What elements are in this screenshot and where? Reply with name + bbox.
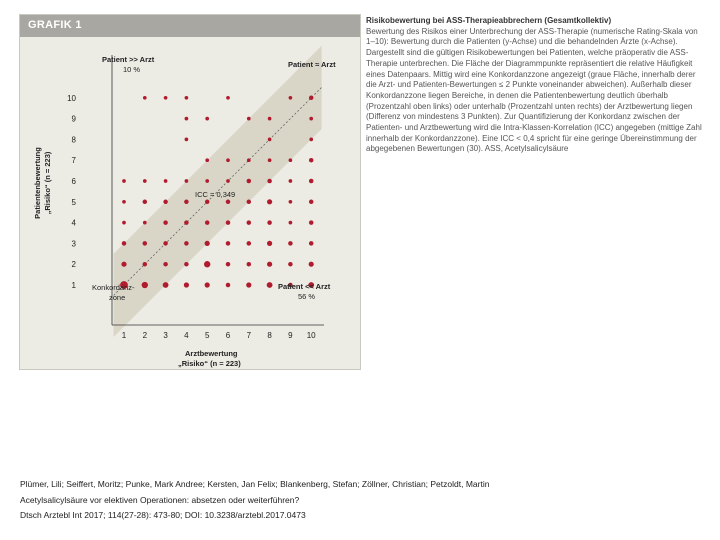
data-point-x7-y7 <box>247 158 251 162</box>
y-tick-label-3: 3 <box>71 239 76 249</box>
concordance-zone-label-line1: Konkordanz- <box>92 283 135 292</box>
data-point-x5-y3 <box>205 241 210 246</box>
figure-panel <box>19 14 361 370</box>
y-tick-label-10: 10 <box>67 93 76 103</box>
data-point-x9-y6 <box>289 179 293 183</box>
data-point-x1-y4 <box>122 221 126 225</box>
data-point-x4-y1 <box>184 282 189 287</box>
data-point-x1-y3 <box>122 241 127 246</box>
data-point-x6-y6 <box>226 179 230 183</box>
data-point-x5-y2 <box>204 261 210 267</box>
icc-label: ICC = 0,349 <box>195 190 236 199</box>
data-point-x8-y4 <box>267 220 272 225</box>
data-point-x3-y3 <box>163 241 168 246</box>
x-axis-label-line1: Arztbewertung <box>185 349 238 358</box>
data-point-x5-y4 <box>205 220 210 225</box>
data-point-x7-y3 <box>247 241 252 246</box>
data-point-x2-y5 <box>143 200 148 205</box>
data-point-x10-y7 <box>309 158 314 163</box>
x-tick-label-4: 4 <box>184 331 189 340</box>
data-point-x2-y4 <box>143 221 147 225</box>
data-point-x9-y7 <box>289 158 293 162</box>
x-tick-label-2: 2 <box>142 331 148 340</box>
data-point-x4-y8 <box>185 138 189 142</box>
annotation-patient-ll-arzt: Patient << Arzt <box>278 282 331 291</box>
data-point-x9-y5 <box>289 200 293 204</box>
data-point-x4-y4 <box>184 220 189 225</box>
data-point-x6-y4 <box>226 220 231 225</box>
y-tick-label-8: 8 <box>71 135 76 145</box>
data-point-x4-y9 <box>185 117 189 121</box>
data-point-x3-y6 <box>164 179 168 183</box>
data-point-x7-y1 <box>246 282 251 287</box>
data-point-x3-y10 <box>164 96 168 100</box>
annotation-patient-ll-arzt-value: 56 % <box>298 292 316 301</box>
x-tick-label-10: 10 <box>306 331 316 340</box>
x-tick-label-6: 6 <box>225 331 231 340</box>
data-point-x3-y5 <box>163 200 168 205</box>
data-point-x9-y2 <box>288 262 293 267</box>
data-point-x6-y10 <box>226 96 230 100</box>
y-axis-label-line2: „Risiko“ (n = 223) <box>43 151 52 215</box>
scatter-chart <box>20 37 360 369</box>
figure-caption <box>366 16 702 155</box>
plot-area <box>20 37 360 369</box>
data-point-x6-y3 <box>226 241 231 246</box>
x-tick-label-3: 3 <box>163 331 168 340</box>
annotation-patient-approx-arzt: Patient ≈ Arzt <box>288 60 336 69</box>
y-tick-label-2: 2 <box>71 260 76 270</box>
y-tick-label-6: 6 <box>71 177 76 186</box>
data-point-x8-y1 <box>267 282 273 288</box>
data-point-x10-y10 <box>309 96 314 101</box>
data-point-x10-y5 <box>309 200 314 205</box>
citation <box>20 477 489 524</box>
figure-header <box>20 15 360 37</box>
citation-authors: Plümer, Lili; Seiffert, Moritz; Punke, Mark Andree; Kersten, Jan Felix; Blankenberg, Stefan; Zöllner, Christian; Petzoldt, Martin <box>20 479 490 489</box>
x-tick-label-9: 9 <box>288 331 293 340</box>
data-point-x10-y8 <box>309 138 313 142</box>
data-point-x6-y7 <box>226 158 230 162</box>
x-tick-label-7: 7 <box>246 331 252 340</box>
data-point-x8-y9 <box>268 117 272 121</box>
annotation-patient-gg-arzt-value: 10 % <box>123 65 141 74</box>
caption-title: Risikobewertung bei ASS-Therapieabbrechern (Gesamtkollektiv) <box>366 16 612 25</box>
data-point-x7-y6 <box>247 179 252 184</box>
data-point-x5-y9 <box>205 117 209 121</box>
data-point-x7-y5 <box>247 200 252 205</box>
data-point-x4-y6 <box>185 179 189 183</box>
data-point-x8-y7 <box>268 158 272 162</box>
data-point-x2-y6 <box>143 179 147 183</box>
data-point-x6-y1 <box>226 283 231 288</box>
data-point-x6-y2 <box>226 262 231 267</box>
data-point-x6-y5 <box>226 200 231 205</box>
citation-journal: Dtsch Arztebl Int 2017; 114(27-28): 473-80; DOI: 10.3238/arztebl.2017.0473 <box>20 510 306 520</box>
annotation-patient-gg-arzt: Patient >> Arzt <box>102 55 155 64</box>
data-point-x3-y4 <box>163 220 168 225</box>
data-point-x4-y5 <box>184 200 189 205</box>
data-point-x4-y2 <box>184 262 189 267</box>
x-tick-label-5: 5 <box>204 331 210 340</box>
data-point-x1-y5 <box>122 200 126 204</box>
data-point-x10-y3 <box>309 241 314 246</box>
figure-label: GRAFIK 1 <box>28 19 82 31</box>
data-point-x1-y2 <box>121 262 126 267</box>
data-point-x5-y6 <box>205 179 209 183</box>
data-point-x8-y8 <box>268 138 272 142</box>
data-point-x5-y1 <box>205 282 210 287</box>
data-point-x7-y9 <box>247 117 251 121</box>
data-point-x10-y2 <box>309 262 314 267</box>
data-point-x3-y1 <box>163 282 169 288</box>
data-point-x9-y10 <box>289 96 293 100</box>
y-tick-label-5: 5 <box>71 197 76 207</box>
data-point-x2-y3 <box>143 241 148 246</box>
x-tick-label-1: 1 <box>121 331 127 340</box>
y-tick-label-1: 1 <box>71 281 76 290</box>
data-point-x7-y2 <box>247 262 252 267</box>
data-point-x9-y4 <box>289 221 293 225</box>
y-tick-label-9: 9 <box>71 114 76 124</box>
data-point-x2-y1 <box>142 282 148 288</box>
data-point-x4-y3 <box>184 241 189 246</box>
x-axis-label-line2: „Risiko“ (n = 223) <box>178 359 241 368</box>
data-point-x2-y10 <box>143 96 147 100</box>
data-point-x10-y4 <box>309 220 314 225</box>
y-axis-label-line1: Patientenbewertung <box>33 147 42 219</box>
data-point-x8-y3 <box>267 241 272 246</box>
data-point-x7-y4 <box>247 220 252 225</box>
data-point-x2-y2 <box>143 262 148 267</box>
data-point-x10-y6 <box>309 179 314 184</box>
data-point-x10-y9 <box>309 117 313 121</box>
y-tick-label-7: 7 <box>71 156 76 166</box>
y-tick-labels <box>67 94 76 290</box>
data-point-x8-y5 <box>267 199 272 204</box>
x-tick-labels <box>122 331 316 340</box>
concordance-zone-label-line2: zone <box>109 293 126 302</box>
data-point-x4-y10 <box>185 96 189 100</box>
citation-title: Acetylsalicylsäure vor elektiven Operationen: absetzen oder weiterführen? <box>20 494 300 505</box>
data-point-x9-y3 <box>288 241 293 246</box>
x-tick-label-8: 8 <box>267 331 272 340</box>
data-point-x8-y2 <box>267 262 272 267</box>
data-point-x1-y6 <box>122 179 126 183</box>
y-tick-label-4: 4 <box>71 218 76 228</box>
data-point-x8-y6 <box>267 179 272 184</box>
caption-text: Bewertung des Risikos einer Unterbrechung der ASS-Therapie (numerische Rating-Skala von 1–10): Bewertung durch die Patienten (y-Achse) und die behandelnden Ärzte (x-Achse). Dargestellt sind die gültigen Risikobewertungen bei Patienten, welche präoperativ die ASS-Therapie unterbrechen. Die Fläche der Diagrammpunkte repräsentiert die relative Häufigkeit eines Datenpaars. Mittig wird eine Konkordanzzone angezeigt (graue Fläche, innerhalb derer die Arzt- und Patienten-Bewertungen ≤ 2 Punkte voneinander abweichen). Außerhalb dieser Konkordanzzone liegen Bereiche, in denen die Patientenbewertung deutlich überhalb (Prozentzahl oben links) oder unterhalb (Prozentzahl unten rechts) der Arztbewertung liegen (Differenz von mindestens 3 Punkten). Zur Quantifizierung der Konkordanz zwischen der Patienten- und Arztbewertung wird die Intra-Klassen-Korrelation (ICC) angegeben (mittige Zahl innerhalb der Konkordanzzone). Eine ICC < 0,4 spricht für eine geringe Übereinstimmung der abgegebenen Bewertungen (30). ASS, Acetylsalicylsäure <box>366 26 702 154</box>
data-point-x5-y7 <box>205 158 209 162</box>
data-point-x3-y2 <box>163 262 168 267</box>
data-point-x5-y5 <box>205 200 210 205</box>
